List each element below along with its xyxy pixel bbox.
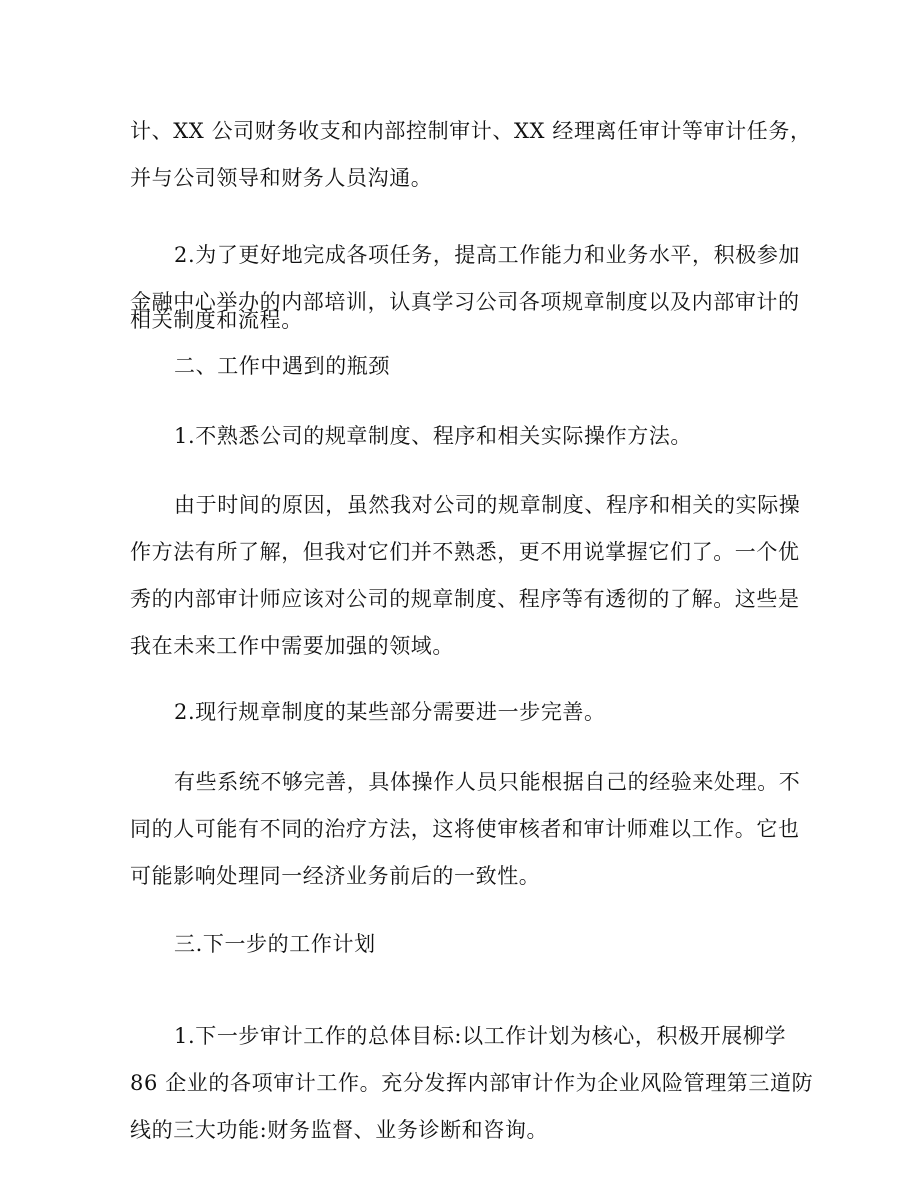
subheading: 2.现行规章制度的某些部分需要进一步完善。	[174, 700, 606, 724]
text-line: 并与公司领导和财务人员沟通。	[130, 166, 433, 190]
text-line: 86 企业的各项审计工作。充分发挥内部审计作为企业风险管理第三道防	[130, 1071, 814, 1095]
text-line: 金融中心举办的内部培训，认真学习公司各项规章制度以及内部审计的	[130, 290, 800, 314]
text-line: 作方法有所了解，但我对它们并不熟悉，更不用说掌握它们了。一个优	[130, 540, 800, 564]
subheading: 1.不熟悉公司的规章制度、程序和相关实际操作方法。	[174, 424, 693, 448]
section-heading: 三.下一步的工作计划	[174, 932, 376, 956]
text-line: 可能影响处理同一经济业务前后的一致性。	[130, 864, 541, 888]
paragraph-start: 2.为了更好地完成各项任务，提高工作能力和业务水平，积极参加	[174, 243, 801, 267]
text-line: 秀的内部审计师应该对公司的规章制度、程序等有透彻的了解。这些是	[130, 587, 800, 611]
section-heading: 二、工作中遇到的瓶颈	[174, 354, 390, 378]
text-line: 相关制度和流程。	[130, 308, 303, 332]
text-line: 我在未来工作中需要加强的领域。	[130, 634, 454, 658]
text-line: 同的人可能有不同的治疗方法，这将使审核者和审计师难以工作。它也	[130, 817, 800, 841]
text-line: 计、XX 公司财务收支和内部控制审计、XX 经理离任审计等审计任务，	[130, 119, 812, 143]
paragraph-start: 由于时间的原因，虽然我对公司的规章制度、程序和相关的实际操	[174, 493, 801, 517]
text-line: 线的三大功能:财务监督、业务诊断和咨询。	[130, 1118, 549, 1142]
paragraph-start: 有些系统不够完善，具体操作人员只能根据自己的经验来处理。不	[174, 770, 801, 794]
paragraph-start: 1.下一步审计工作的总体目标:以工作计划为核心，积极开展柳学	[174, 1024, 787, 1048]
